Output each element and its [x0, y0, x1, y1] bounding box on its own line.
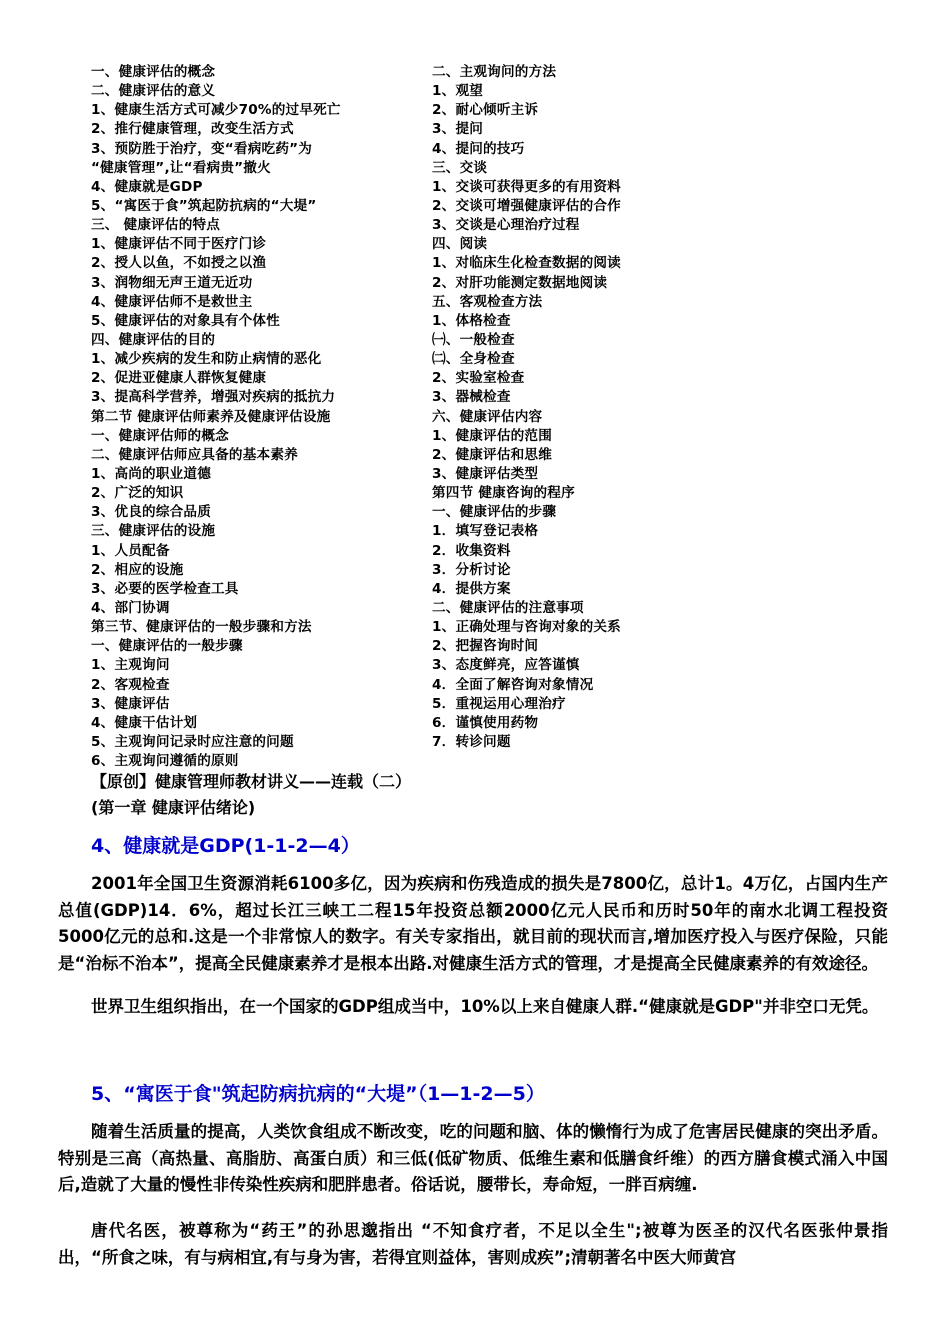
section-5-paragraph-1: 随着生活质量的提高，人类饮食组成不断改变，吃的问题和脑、体的懒惰行为成了危害居民健康的突出矛盾。特别是三高（高热量、高脂肪、高蛋白质）和三低(低矿物质、低维生素和低膳食纤维）的西方膳食模式涌入中国后,造就了大量的慢性非传染性疾病和肥胖患者。俗话说，腰带长，寿命短，一胖百病缠.	[58, 1122, 888, 1194]
outline-line: 3、润物细无声王道无近功	[91, 274, 253, 291]
outline-line: 三、健康评估的设施	[91, 523, 216, 540]
outline-line: 第二节 健康评估师素养及健康评估设施	[91, 408, 331, 425]
outline-line: 5、“寓医于食”筑起防抗病的“大堤”	[91, 197, 317, 214]
outline-line: 2、客观检查	[91, 676, 170, 693]
outline-line: 6、主观询问遵循的原则	[91, 753, 239, 770]
outline-line: 一、健康评估的步骤	[432, 504, 557, 521]
outline-line: 4、健康就是GDP	[91, 178, 203, 195]
outline-line: 3、提问	[432, 121, 484, 138]
outline-line: 5．重视运用心理治疗	[432, 695, 566, 712]
outline-line: 1、健康生活方式可减少70%的过早死亡	[91, 102, 341, 119]
outline-line: 4、健康评估师不是救世主	[91, 293, 253, 310]
outline-line: 1、健康评估的范围	[432, 427, 553, 444]
outline-line: 1、减少疾病的发生和防止病情的恶化	[91, 351, 322, 368]
outline-line: ㈠、一般检查	[432, 331, 515, 348]
document-subtitle: (第一章 健康评估绪论)	[91, 798, 256, 817]
document-title: 【原创】健康管理师教材讲义——连载（二）	[91, 772, 412, 791]
outline-line: 3、优良的综合品质	[91, 504, 212, 521]
outline-right-column	[432, 63, 772, 752]
outline-left-column	[91, 63, 431, 771]
outline-line: 三、交谈	[432, 159, 488, 176]
outline-line: ㈡、全身检查	[432, 351, 515, 368]
outline-line: 2、授人以鱼，不如授之以渔	[91, 255, 267, 272]
outline-line: 2、促进亚健康人群恢复健康	[91, 370, 267, 387]
outline-line: 第四节 健康咨询的程序	[432, 485, 575, 502]
outline-line: 3、器械检查	[432, 389, 511, 406]
outline-line: 1、对临床生化检查数据的阅读	[432, 255, 621, 272]
outline-line: 2、实验室检查	[432, 370, 525, 387]
outline-line: 六、健康评估内容	[432, 408, 543, 425]
section-4-paragraph-2: 世界卫生组织指出，在一个国家的GDP组成当中，10%以上来自健康人群.“健康就是GDP"并非空口无凭。	[91, 997, 879, 1016]
outline-line: 3、交谈是心理治疗过程	[432, 217, 580, 234]
outline-line: 1、人员配备	[91, 542, 170, 559]
outline-line: 2、把握咨询时间	[432, 638, 539, 655]
outline-line: 3、提高科学营养，增强对疾病的抵抗力	[91, 389, 336, 406]
outline-line: 1．填写登记表格	[432, 523, 539, 540]
outline-line: 4、健康干估计划	[91, 714, 198, 731]
outline-line: 1、体格检查	[432, 312, 511, 329]
outline-line: 三、 健康评估的特点	[91, 217, 221, 234]
outline-line: 3、必要的医学检查工具	[91, 580, 239, 597]
outline-line: 2、交谈可增强健康评估的合作	[432, 197, 621, 214]
outline-line: 1、高尚的职业道德	[91, 465, 212, 482]
outline-line: 2、对肝功能测定数据地阅读	[432, 274, 608, 291]
outline-line: 五、客观检查方法	[432, 293, 543, 310]
outline-line: “健康管理”,让“看病贵”撤火	[91, 159, 271, 176]
outline-line: 2、耐心倾听主诉	[432, 102, 539, 119]
outline-line: 1、观望	[432, 83, 484, 100]
outline-line: 1、交谈可获得更多的有用资料	[432, 178, 621, 195]
outline-line: 一、健康评估师的概念	[91, 427, 229, 444]
outline-line: 四、阅读	[432, 236, 488, 253]
outline-line: 5、健康评估的对象具有个体性	[91, 312, 280, 329]
outline-line: 1、主观询问	[91, 657, 170, 674]
outline-line: 3、态度鲜亮，应答谨慎	[432, 657, 580, 674]
outline-line: 一、健康评估的一般步骤	[91, 638, 243, 655]
outline-line: 4．提供方案	[432, 580, 511, 597]
outline-line: 3、预防胜于治疗，变“看病吃药”为	[91, 140, 313, 157]
outline-line: 二、健康评估师应具备的基本素养	[91, 446, 298, 463]
outline-line: 6．谨慎使用药物	[432, 714, 539, 731]
outline-line: 一、健康评估的概念	[91, 64, 216, 80]
outline-line: 二、健康评估的注意事项	[432, 599, 584, 616]
outline-line: 2、健康评估和思维	[432, 446, 553, 463]
section-4-heading: 4、健康就是GDP(1-1-2—4）	[91, 835, 360, 857]
outline-line: 3、健康评估类型	[432, 465, 539, 482]
outline-line: 2．收集资料	[432, 542, 511, 559]
outline-line: 4、部门协调	[91, 599, 170, 616]
outline-line: 1、健康评估不同于医疗门诊	[91, 236, 267, 253]
outline-line: 2、相应的设施	[91, 561, 184, 578]
outline-line: 第三节、健康评估的一般步骤和方法	[91, 619, 312, 636]
outline-line: 3．分析讨论	[432, 561, 511, 578]
outline-line: 4．全面了解咨询对象情况	[432, 676, 594, 693]
outline-line: 5、主观询问记录时应注意的问题	[91, 733, 294, 750]
outline-line: 二、健康评估的意义	[91, 83, 216, 100]
outline-line: 二、主观询问的方法	[432, 64, 557, 80]
outline-line: 3、健康评估	[91, 695, 170, 712]
outline-line: 7．转诊问题	[432, 733, 511, 750]
section-5-paragraph-2: 唐代名医，被尊称为“药王”的孙思邈指出 “不知食疗者，不足以全生";被尊为医圣的汉代名医张仲景指出，“所食之味，有与病相宜,有与身为害，若得宜则益体，害则成疾”;清朝著名中医大师黄宫	[58, 1221, 888, 1267]
outline-line: 四、健康评估的目的	[91, 331, 216, 348]
outline-line: 1、正确处理与咨询对象的关系	[432, 619, 621, 636]
outline-line: 2、广泛的知识	[91, 485, 184, 502]
outline-line: 4、提问的技巧	[432, 140, 525, 157]
outline-line: 2、推行健康管理，改变生活方式	[91, 121, 294, 138]
section-5-heading: 5、“寓医于食"筑起防病抗病的“大堤”（1—1-2—5）	[91, 1083, 545, 1105]
section-4-paragraph-1: 2001年全国卫生资源消耗6100多亿，因为疾病和伤残造成的损失是7800亿，总计1。4万亿，占国内生产总值(GDP)14．6%，超过长江三峡工二程15年投资总额2000亿元人民币和历时50年的南水北调工程投资5000亿元的总和.这是一个非常惊人的数字。有关专家指出，就目前的现状而言,增加医疗投入与医疗保险，只能是“治标不治本”，提高全民健康素养才是根本出路.对健康生活方式的管理，才是提高全民健康素养的有效途径。	[58, 874, 888, 973]
